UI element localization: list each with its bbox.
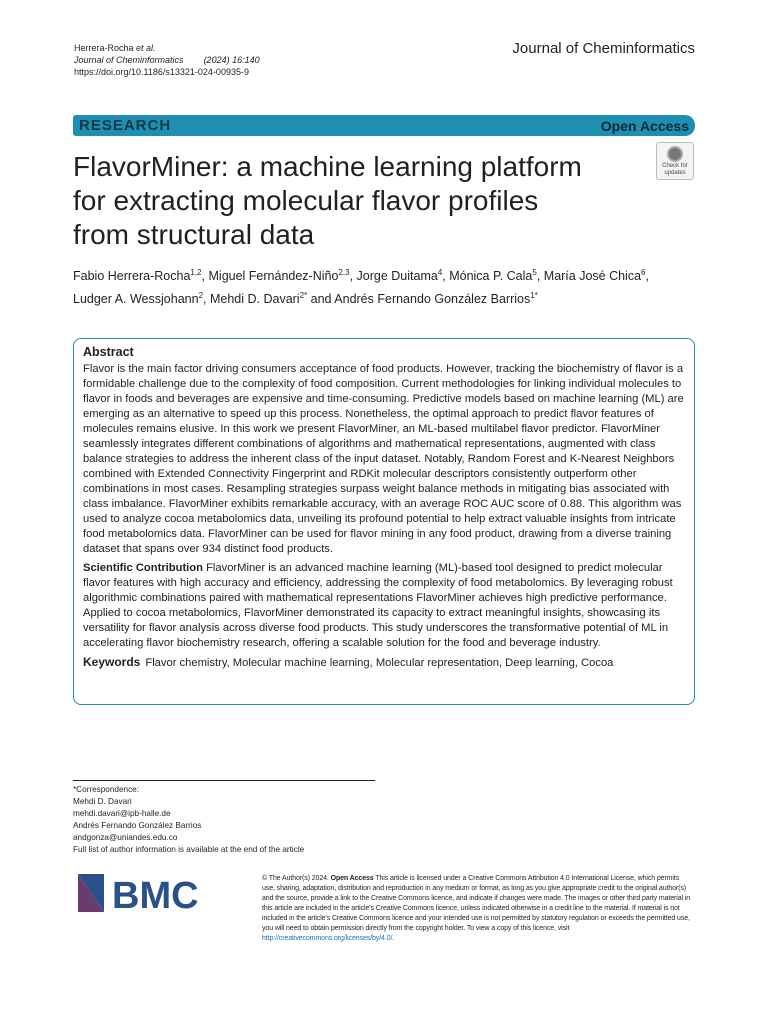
license-oa-label: Open Access bbox=[330, 875, 374, 882]
check-updates-icon bbox=[667, 146, 683, 162]
author-list bbox=[73, 263, 698, 309]
author: Mehdi D. Davari$^{2*}$ and bbox=[209, 291, 335, 307]
cite-journal: Journal of Cheminformatics bbox=[74, 55, 184, 65]
author: Fabio Herrera-Rocha$^{1,2}$, bbox=[73, 268, 209, 284]
title-line: FlavorMiner: a machine learning platform bbox=[73, 151, 582, 182]
badge-line1: Check for bbox=[662, 163, 688, 169]
cite-authors: Herrera-Rocha bbox=[74, 43, 134, 53]
article-type-banner bbox=[73, 115, 695, 136]
journal-name: Journal of Cheminformatics bbox=[512, 40, 695, 57]
author: Jorge Duitama$^4$, bbox=[356, 268, 450, 284]
license-tail: . bbox=[392, 935, 395, 942]
cite-et-al: et al. bbox=[136, 43, 156, 53]
keywords-label: Keywords bbox=[83, 655, 141, 669]
correspondence-name: Andrés Fernando González Barrios bbox=[73, 821, 202, 830]
author-info-note: Full list of author information is available at the end of the article bbox=[73, 845, 305, 854]
license-url[interactable]: http://creativecommons.org/licenses/by/4.0/ bbox=[262, 935, 393, 942]
title-line: from structural data bbox=[73, 219, 315, 250]
copyright: © The Author(s) 2024. bbox=[262, 875, 329, 882]
title-line: for extracting molecular flavor profiles bbox=[73, 185, 539, 216]
correspondence-name: Mehdi D. Davari bbox=[73, 797, 132, 806]
author: Ludger A. Wessjohann$^2$, bbox=[73, 291, 210, 307]
bmc-logo bbox=[76, 872, 211, 914]
article-type: RESEARCH bbox=[79, 117, 172, 134]
doi-link[interactable]: https://doi.org/10.1186/s13321-024-00935-9 bbox=[74, 67, 249, 77]
correspondence-email[interactable]: andgonza@uniandes.edu.co bbox=[73, 833, 178, 842]
scientific-contribution bbox=[83, 561, 685, 651]
author: Andrés Fernando González Barrios$^{1*}$ bbox=[334, 291, 538, 307]
license-notice bbox=[262, 874, 692, 944]
contribution-label: Scientific Contribution bbox=[83, 562, 203, 574]
abstract-box bbox=[73, 338, 695, 705]
keywords-text: Flavor chemistry, Molecular machine learning, Molecular representation, Deep learning, Cocoa bbox=[145, 657, 614, 669]
check-for-updates-badge[interactable] bbox=[656, 142, 694, 180]
author: Miguel Fernández-Niño$^{2,3}$, bbox=[208, 268, 357, 284]
cite-year-volume: (2024) 16:140 bbox=[203, 55, 260, 65]
author: Mónica P. Cala$^5$, bbox=[449, 268, 544, 284]
badge-line2: updates bbox=[664, 170, 686, 176]
footnote-divider bbox=[73, 780, 375, 781]
abstract-heading: Abstract bbox=[83, 345, 134, 359]
article-title bbox=[73, 150, 633, 252]
correspondence-block bbox=[73, 784, 304, 856]
correspondence-label: *Correspondence: bbox=[73, 785, 139, 794]
author: María José Chica$^6$, bbox=[543, 268, 649, 284]
keywords bbox=[83, 655, 685, 671]
correspondence-email[interactable]: mehdi.davari@ipb-halle.de bbox=[73, 809, 171, 818]
bmc-logo-text: BMC bbox=[112, 875, 199, 914]
contribution-text: FlavorMiner is an advanced machine learning (ML)-based tool designed to predict molecular flavor features with high accuracy and efficiency, addressing the complexity of food metabolomics. By leveraging robust algorithmic combinations paired with mathematical representations FlavorMiner achieves high predictive performance. Applied to cocoa metabolomics, FlavorMiner demonstrated its capacity to extract meaningful insights, showcasing its versatility for flavor analysis across diverse food products. This study underscores the transformative potential of ML in accelerating flavor biochemistry research, offering a scalable solution for the food and beverage industry. bbox=[83, 562, 673, 649]
open-access-label: Open Access bbox=[600, 117, 689, 134]
abstract-text: Flavor is the main factor driving consumers acceptance of food products. However, tracking the biochemistry of flavor is a formidable challenge due to the complexity of food composition. Current methodologies for linking individual molecules to flavor in foods and beverages are expensive and time-consuming. Predictive models based on machine learning (ML) are emerging as an alternative to speed up this process. Nonetheless, the optimal approach to predict flavor features of molecules remains elusive. In this work we present FlavorMiner, an ML-based multilabel flavor predictor. FlavorMiner seamlessly integrates different combinations of algorithms and mathematical representations, augmented with class balance strategies to address the inherent class of the input dataset. Notably, Random Forest and K-Nearest Neighbors combined with Extended Connectivity Fingerprint and RDKit molecular descriptors consistently outperform other combinations in most cases. Resampling strategies surpass weight balance methods in mitigating bias associated with class imbalance. FlavorMiner exhibits remarkable accuracy, with an average ROC AUC score of 0.88. This algorithm was used to analyze cocoa metabolomics data, unveiling its profound potential to help extract valuable insights from intricate food metabolomics data. FlavorMiner can be used for flavor mining in any food product, drawing from a diverse training dataset that spans over 934 distinct food products. bbox=[83, 363, 684, 555]
citation-block bbox=[74, 42, 260, 78]
bmc-logo-icon bbox=[76, 872, 211, 914]
license-text: This article is licensed under a Creative Commons Attribution 4.0 International License, which permits use, sharing, adaptation, distribution and reproduction in any medium or format, as long as you give appropriate credit to the original author(s) and the source, provide a link to the Creative Commons licence, and indicate if changes were made. The images or other third party material in this article are included in the article's Creative Commons licence, unless indicated otherwise in a credit line to the material. If material is not included in the article's Creative Commons licence and your intended use is not permitted by statutory regulation or exceeds the permitted use, you will need to obtain permission directly from the copyright holder. To view a copy of this licence, visit bbox=[262, 875, 691, 932]
